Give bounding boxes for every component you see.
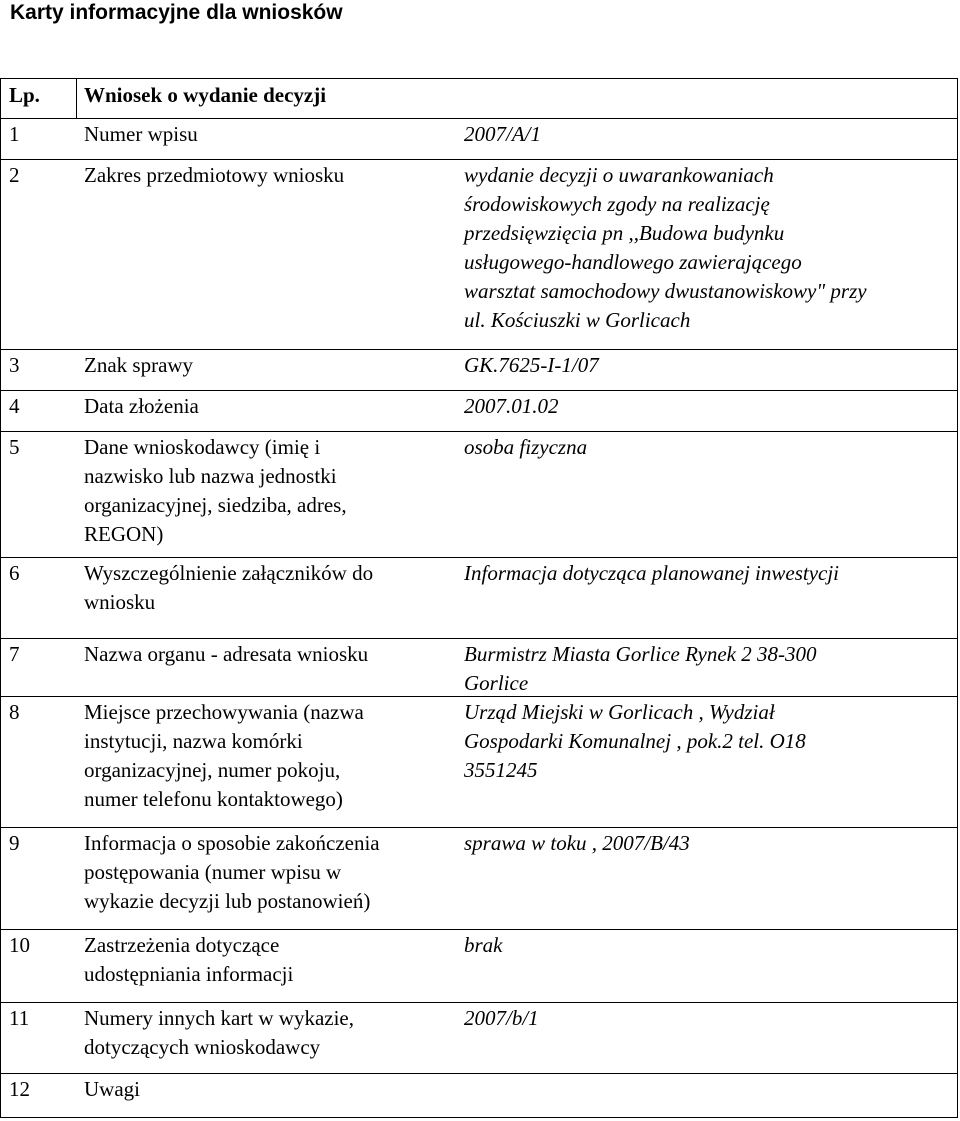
row-label: Numer wpisu bbox=[84, 122, 198, 146]
row-number: 7 bbox=[9, 642, 20, 666]
row-value: przedsięwzięcia pn ,,Budowa budynku bbox=[464, 221, 785, 245]
row-value: środowiskowych zgody na realizację bbox=[464, 192, 770, 216]
row-label: numer telefonu kontaktowego) bbox=[84, 787, 343, 811]
row-divider bbox=[0, 638, 958, 639]
document-title: Karty informacyjne dla wniosków bbox=[10, 1, 343, 24]
row-value: Burmistrz Miasta Gorlice Rynek 2 38-300 bbox=[464, 642, 817, 666]
row-value: Gorlice bbox=[464, 671, 529, 695]
row-divider bbox=[0, 1002, 958, 1003]
row-value: GK.7625-I-1/07 bbox=[464, 353, 599, 377]
row-divider bbox=[0, 929, 958, 930]
row-number: 5 bbox=[9, 435, 20, 459]
row-divider bbox=[0, 827, 958, 828]
table-border-bottom bbox=[0, 1117, 958, 1118]
row-label: dotyczących wnioskodawcy bbox=[84, 1035, 321, 1059]
row-label: Uwagi bbox=[84, 1077, 140, 1101]
row-divider bbox=[0, 159, 958, 160]
row-number: 2 bbox=[9, 163, 20, 187]
row-divider bbox=[0, 431, 958, 432]
row-number: 9 bbox=[9, 831, 20, 855]
row-label: Nazwa organu - adresata wniosku bbox=[84, 642, 369, 666]
row-number: 1 bbox=[9, 122, 20, 146]
row-value: Urząd Miejski w Gorlicach , Wydział bbox=[464, 700, 775, 724]
row-value: usługowego-handlowego zawierającego bbox=[464, 250, 802, 274]
row-number: 6 bbox=[9, 561, 20, 585]
row-value: brak bbox=[464, 933, 503, 957]
row-label: Informacja o sposobie zakończenia bbox=[84, 831, 380, 855]
row-value: 2007/b/1 bbox=[464, 1006, 539, 1030]
row-number: 8 bbox=[9, 700, 20, 724]
row-number: 10 bbox=[9, 933, 30, 957]
row-label: Wyszczególnienie załączników do bbox=[84, 561, 374, 585]
row-value: ul. Kościuszki w Gorlicach bbox=[464, 308, 691, 332]
row-value: warsztat samochodowy dwustanowiskowy" przy bbox=[464, 279, 867, 303]
header-heading: Wniosek o wydanie decyzji bbox=[84, 83, 327, 107]
row-label: REGON) bbox=[84, 522, 164, 546]
row-number: 3 bbox=[9, 353, 20, 377]
row-divider bbox=[0, 349, 958, 350]
row-value: 2007/A/1 bbox=[464, 122, 541, 146]
row-value: sprawa w toku , 2007/B/43 bbox=[464, 831, 690, 855]
row-value: 2007.01.02 bbox=[464, 394, 559, 418]
row-divider bbox=[0, 557, 958, 558]
row-label: Zakres przedmiotowy wniosku bbox=[84, 163, 345, 187]
row-label: udostępniania informacji bbox=[84, 962, 294, 986]
table-border-top bbox=[0, 78, 958, 79]
row-label: Data złożenia bbox=[84, 394, 199, 418]
table-border-right bbox=[957, 78, 958, 1117]
row-value: Informacja dotycząca planowanej inwestycji bbox=[464, 561, 840, 585]
row-value: osoba fizyczna bbox=[464, 435, 588, 459]
row-label: Numery innych kart w wykazie, bbox=[84, 1006, 354, 1030]
row-label: organizacyjnej, siedziba, adres, bbox=[84, 493, 347, 517]
row-label: Dane wnioskodawcy (imię i bbox=[84, 435, 321, 459]
row-label: Znak sprawy bbox=[84, 353, 194, 377]
row-label: instytucji, nazwa komórki bbox=[84, 729, 303, 753]
row-label: organizacyjnej, numer pokoju, bbox=[84, 758, 341, 782]
row-label: wniosku bbox=[84, 590, 156, 614]
row-value: wydanie decyzji o uwarankowaniach bbox=[464, 163, 774, 187]
row-number: 4 bbox=[9, 394, 20, 418]
row-divider bbox=[0, 1073, 958, 1074]
row-value: 3551245 bbox=[464, 758, 538, 782]
row-label: nazwisko lub nazwa jednostki bbox=[84, 464, 337, 488]
row-value: Gospodarki Komunalnej , pok.2 tel. O18 bbox=[464, 729, 806, 753]
row-divider bbox=[0, 390, 958, 391]
row-number: 11 bbox=[9, 1006, 30, 1030]
table-border-left bbox=[0, 78, 1, 1117]
row-divider bbox=[0, 118, 958, 119]
row-label: wykazie decyzji lub postanowień) bbox=[84, 889, 371, 913]
row-label: Miejsce przechowywania (nazwa bbox=[84, 700, 364, 724]
row-label: Zastrzeżenia dotyczące bbox=[84, 933, 280, 957]
header-lp: Lp. bbox=[9, 83, 40, 107]
row-label: postępowania (numer wpisu w bbox=[84, 860, 342, 884]
row-number: 12 bbox=[9, 1077, 30, 1101]
column-divider bbox=[76, 78, 77, 118]
